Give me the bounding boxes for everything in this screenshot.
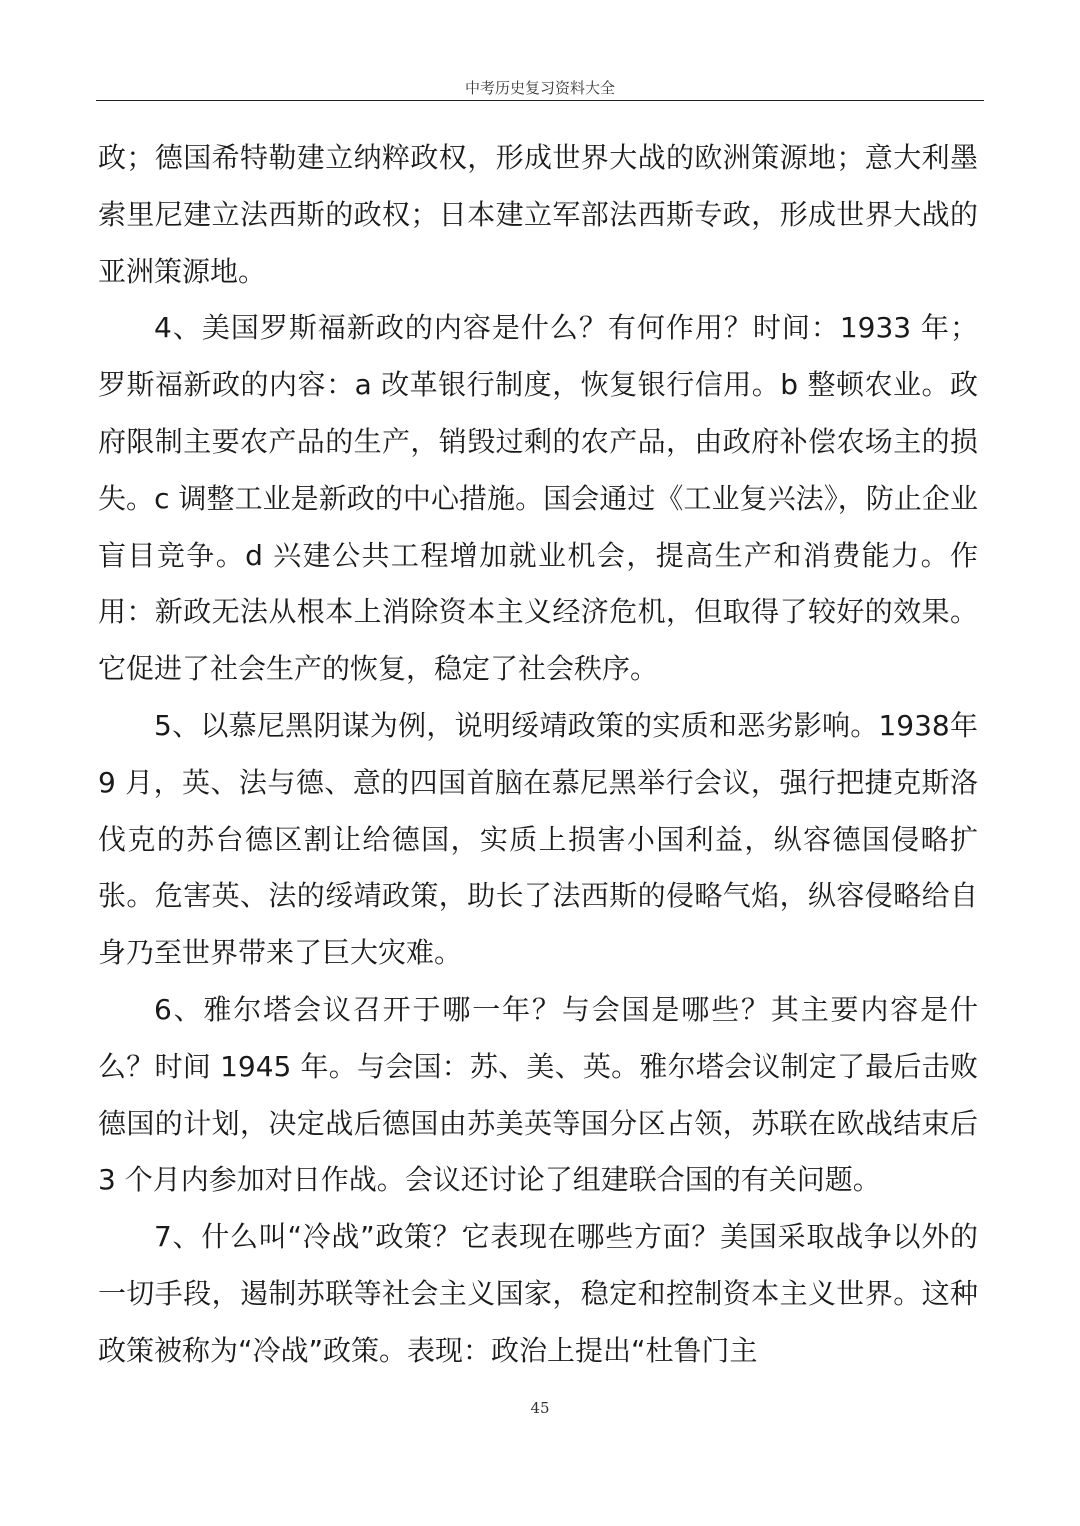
page-header-title: 中考历史复习资料大全 — [464, 79, 615, 97]
paragraph-question-5: 5、以慕尼黑阴谋为例，说明绥靖政策的实质和恶劣影响。1938年 9 月，英、法与德、意的四国首脑在慕尼黑举行会议，强行把捷克斯洛伐克的苏台德区割让给德国，实质上损害小国利益，纵容德国侵略扩张。危害英、法的绥靖政策，助长了法西斯的侵略气焰，纵容侵略给自身乃至世界带来了巨大灾难。 — [98, 708, 978, 970]
paragraph-question-6: 6、雅尔塔会议召开于哪一年？与会国是哪些？其主要内容是什么？时间 1945 年。与会国：苏、美、英。雅尔塔会议制定了最后击败德国的计划，决定战后德国由苏美英等国分区占领，苏联在欧战结束后 3 个月内参加对日作战。会议还讨论了组建联合国的有关问题。 — [98, 992, 978, 1197]
document-body — [98, 130, 978, 1380]
paragraph-question-4: 4、美国罗斯福新政的内容是什么？有何作用？时间：1933 年；罗斯福新政的内容：a 改革银行制度，恢复银行信用。b 整顿农业。政府限制主要农产品的生产，销毁过剩的农产品，由政府补偿农场主的损失。c 调整工业是新政的中心措施。国会通过《工业复兴法》，防止企业盲目竞争。d 兴建公共工程增加就业机会，提高生产和消费能力。作用：新政无法从根本上消除资本主义经济危机，但取得了较好的效果。它促进了社会生产的恢复，稳定了社会秩序。 — [98, 311, 978, 686]
header-divider — [96, 100, 984, 101]
page-number: 45 — [530, 1399, 550, 1417]
paragraph-continuation: 政；德国希特勒建立纳粹政权，形成世界大战的欧洲策源地；意大利墨索里尼建立法西斯的政权；日本建立军部法西斯专政，形成世界大战的亚洲策源地。 — [98, 141, 978, 288]
paragraph-question-7: 7、什么叫“冷战”政策？它表现在哪些方面？美国采取战争以外的一切手段，遏制苏联等社会主义国家，稳定和控制资本主义世界。这种政策被称为“冷战”政策。表现：政治上提出“杜鲁门主 — [98, 1220, 978, 1367]
